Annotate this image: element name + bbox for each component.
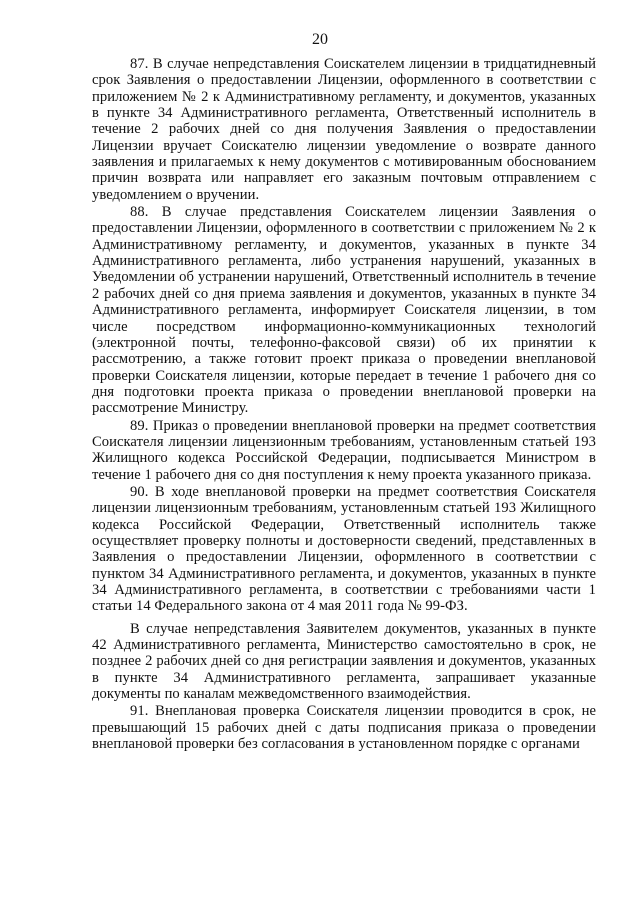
paragraph-90-continuation: В случае непредставления Заявителем документов, указанных в пункте 42 Административного регламента, Министерство самостоятельно в срок, не позднее 2 рабочих дней со дня регистрации заявления и документов, указанных в пункте 34 Административного регламента, запрашивает указанные документы по каналам межведомственного взаимодействия.: [92, 620, 596, 703]
paragraph-91: 91. Внеплановая проверка Соискателя лицензии проводится в срок, не превышающий 15 рабочих дней с даты подписания приказа о проведении внеплановой проверки без согласования в установленном порядке с органами: [92, 703, 596, 753]
paragraph-89: 89. Приказ о проведении внеплановой проверки на предмет соответствия Соискателя лицензии лицензионным требованиям, установленным статьей 193 Жилищного кодекса Российской Федерации, подписывается Министром в течение 1 рабочего дня со дня поступления к нему проекта указанного приказа.: [92, 417, 596, 483]
page-number: 20: [312, 31, 328, 48]
paragraph-90: 90. В ходе внеплановой проверки на предмет соответствия Соискателя лицензии лицензионным требованиям, установленным статьей 193 Жилищного кодекса Российской Федерации, Ответственный исполнитель также осуществляет проверку полноты и достоверности сведений, представленных в Заявления о предоставлении Лицензии, оформленного в соответствии с пунктом 34 Административного регламента, и документов, указанных в пункте 34 Административного регламента, в соответствии с требованиями части 1 статьи 14 Федерального закона от 4 мая 2011 года № 99-ФЗ.: [92, 483, 596, 615]
paragraph-88: 88. В случае представления Соискателем лицензии Заявления о предоставлении Лицензии, оформленного в соответствии с приложением № 2 к Административному регламенту, и документов, указанных в пункте 34 Административного регламента, либо устранения нарушений, указанных в Уведомлении об устранении нарушений, Ответственный исполнитель в течение 2 рабочих дней со дня приема заявления и документов, указанных в пункте 34 Административного регламента, информирует Соискателя лицензии, в том числе посредством информационно-коммуникационных технологий (электронной почты, телефонно-факсовой связи) об их принятии к рассмотрению, а также готовит проект приказа о проведении внеплановой проверки Соискателя лицензии, которые передает в течение 1 рабочего дня со дня подготовки проекта приказа о проведении внеплановой проверки на рассмотрение Министру.: [92, 204, 596, 417]
paragraph-87: 87. В случае непредставления Соискателем лицензии в тридцатидневный срок Заявления о предоставлении Лицензии, оформленного в соответствии с приложением № 2 к Административному регламенту, и документов, указанных в пункте 34 Административного регламента, Ответственный исполнитель в течение 2 рабочих дней со дня получения Заявления о предоставлении Лицензии вручает Соискателю лицензии уведомление о возврате данного заявления и прилагаемых к нему документов с мотивированным обоснованием причин возврата или направляет его заказным почтовым отправлением с уведомлением о вручении.: [92, 56, 596, 203]
document-body: [92, 56, 596, 752]
